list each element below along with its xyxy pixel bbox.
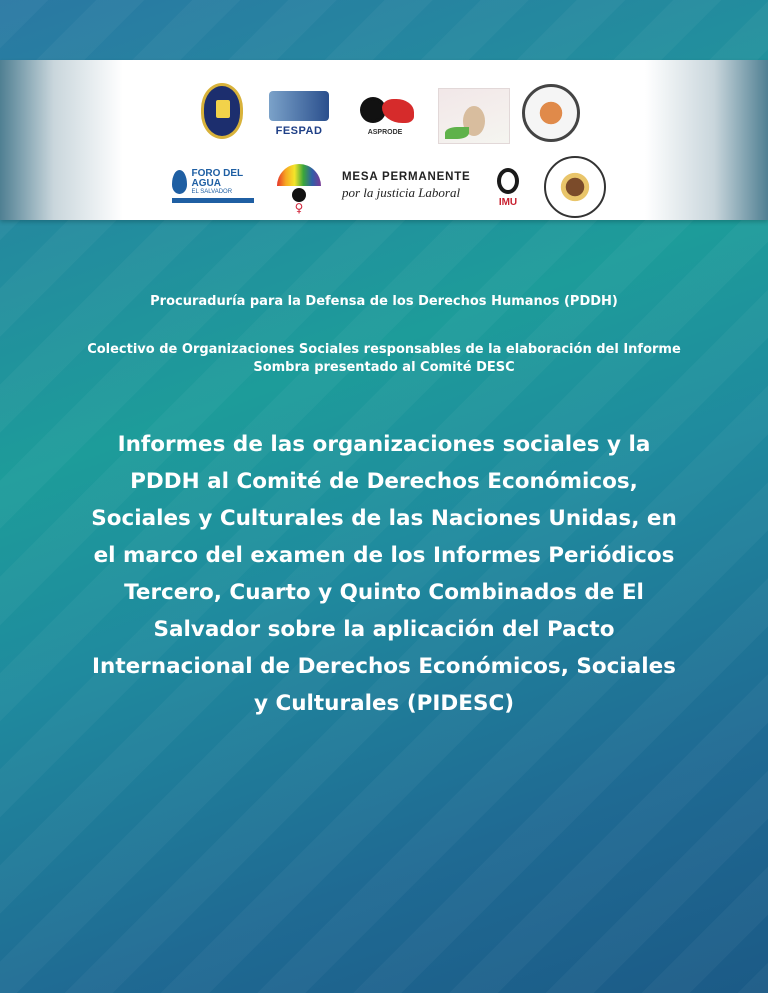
fespad-logo-text: FESPAD xyxy=(275,125,323,137)
mesa-permanente-text: MESA PERMANENTE xyxy=(342,171,471,183)
venus-symbol-icon xyxy=(497,168,519,194)
women-illustration-logo xyxy=(438,88,510,144)
foro-del-agua-logo xyxy=(172,164,256,208)
foro-agua-subtext: EL SALVADOR xyxy=(191,189,233,195)
imu-logo xyxy=(490,162,526,214)
movimiento-tierra-logo xyxy=(544,156,606,218)
report-title: Informes de las organizaciones sociales y la PDDH al Comité de Derechos Económicos, Sociales y Culturales de las Naciones Unidas, en el marco del examen de los Informes Periódicos Tercero, Cuarto y Quinto Combinados de El Salvador sobre la aplicación del Pacto Internacional de Derechos Económicos, Sociales y Culturales (PIDESC) xyxy=(91,432,677,716)
aspidh-logo: ♀ xyxy=(274,160,324,218)
mesa-mineria-logo xyxy=(522,84,580,142)
fespad-logo xyxy=(266,86,332,142)
mesa-permanente-tagline: por la justicia Laboral xyxy=(342,185,461,200)
imu-logo-text: IMU xyxy=(498,197,518,208)
asprode-logo-text: ASPRODE xyxy=(367,128,403,136)
pddh-seal-logo xyxy=(200,82,244,140)
water-drop-icon xyxy=(172,170,187,194)
institution-heading: Procuraduría para la Defensa de los Derechos Humanos (PDDH) xyxy=(150,294,618,309)
mesa-permanente-logo xyxy=(342,168,472,204)
collective-heading: Colectivo de Organizaciones Sociales responsables de la elaboración del Informe Sombra presentado al Comité DESC xyxy=(87,342,681,375)
partner-logos-band xyxy=(0,60,768,220)
foro-agua-text: FORO DEL AGUA xyxy=(191,168,243,189)
asprode-logo xyxy=(350,88,420,142)
